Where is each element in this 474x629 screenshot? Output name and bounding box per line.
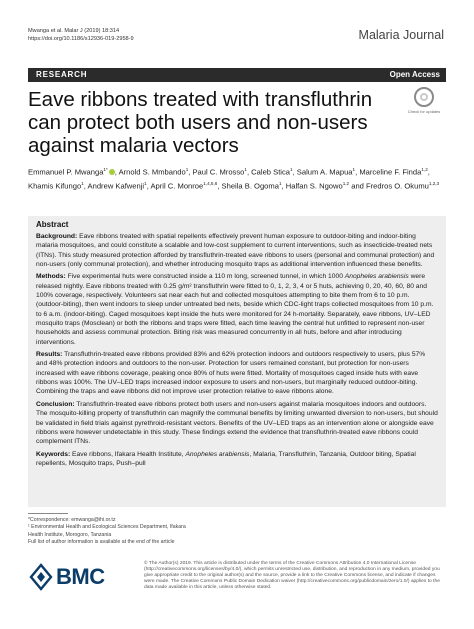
keywords-text: , Malaria, Transfluthrin, Tanzania, Outdoor biting, Spatial repellents, Mosquito traps, Push–pull — [36, 450, 416, 468]
abstract-results — [36, 350, 438, 396]
abstract-keywords — [36, 450, 438, 469]
affiliation-marker: 1* — [103, 167, 108, 172]
results-text: Transfluthrin-treated eave ribbons provided 83% and 62% protection indoors and outdoors respectively to users, plus 57% and 48% protection indoors and outdoors to the non-user. Protection for users remained constant, but protection for non-users increased with eave ribbons coverage, peaking once 80% of huts were fitted. Mortality of mosquitoes caged inside huts with eave ribbons was 100%. The UV–LED traps increased indoor exposure to users and non-users, but marginally reduced outdoor-biting. Combining the traps and eave ribbons did not improve user protection relative to eave ribbons alone. — [36, 351, 426, 396]
update-icon — [414, 87, 434, 107]
author-name: and Fredros O. Okumu — [349, 181, 429, 191]
author-name: Emmanuel P. Mwanga — [28, 167, 104, 177]
author-info-note: Full list of author information is available at the end of the article — [28, 538, 175, 545]
author-name: , Arnold S. Mmbando — [114, 167, 186, 177]
conclusion-text: Transfluthrin-treated eave ribbons protect both users and non-users against malaria mosquitoes indoors and outdoors. The mosquito-killing property of transfluthrin can magnify the communal benefits by limiting unwanted diversion to non-users, but should be validated in field trials against pyrethroid-resistant vectors. Benefits of the UV–LED traps as an intervention alone or alongside eave ribbons were however undetectable in this study. These findings extend the evidence that transfluthrin-treated eave ribbons could complement ITNs. — [36, 400, 438, 446]
affiliation-marker: 1 — [185, 167, 189, 172]
author-name: , April C. Monroe — [146, 181, 204, 191]
author-name: , Salum A. Mapua — [292, 167, 353, 177]
abstract-heading: Abstract — [36, 220, 69, 229]
check-for-updates-badge[interactable] — [402, 87, 446, 114]
section-banner — [28, 68, 446, 82]
section-label: RESEARCH — [36, 70, 88, 79]
background-label: Background: — [36, 233, 78, 240]
affiliation-marker: 1,2 — [342, 180, 350, 186]
affiliation-marker: 1 — [290, 167, 293, 172]
footnotes — [28, 517, 228, 546]
author-list — [28, 164, 448, 191]
journal-name: Malaria Journal — [358, 28, 444, 42]
affiliation-marker: 1 — [244, 167, 247, 172]
abstract-conclusion — [36, 400, 438, 446]
affiliation-marker: 1 — [144, 180, 147, 186]
citation-line: Mwanga et al. Malar J (2019) 18:314 — [28, 28, 120, 34]
doi-link[interactable]: https://doi.org/10.1186/s12936-019-2958-9 — [28, 36, 134, 42]
affiliation-marker: 1 — [352, 167, 356, 172]
affiliation-marker: 1 — [81, 180, 84, 186]
bmc-wordmark: BMC — [56, 564, 105, 589]
author-name: , Sheila B. Ogoma — [217, 181, 279, 191]
species-name: Anopheles arabiensis — [344, 273, 409, 281]
updates-label: Check for updates — [407, 109, 441, 114]
keywords-text: Eave ribbons, Ifakara Health Institute, — [70, 450, 186, 458]
background-text: Eave ribbons treated with spatial repellents effectively prevent human exposure to outdoor-biting and indoor-biting malaria mosquitoes, and could constitute a scalable and low-cost supplement to current interventions, such as insecticide-treated nets (ITNs). This study measured protection afforded by transfluthrin-treated eave ribbons to users (personal and communal protection) and non-users (only communal protection), and whether introducing mosquito traps as additional intervention influenced these benefits. — [36, 233, 435, 268]
results-label: Results: — [36, 351, 63, 359]
correspondence-email[interactable]: *Correspondence: emwanga@ihi.or.tz — [28, 517, 116, 523]
author-name: , Khamis Kifungo — [28, 167, 430, 191]
author-name: , Andrew Kafwenji — [83, 181, 145, 191]
open-access-label: Open Access — [389, 70, 440, 79]
article-title: Eave ribbons treated with transfluthrin can protect both users and non-users against malaria vectors — [28, 88, 373, 157]
affiliation-line: ¹ Environmental Health and Ecological Sciences Department, Ifakara — [28, 524, 186, 531]
license-text: © The Author(s) 2019. This article is distributed under the terms of the Creative Commons Attribution 4.0 International License (http://creativecommons.org/licenses/by/4.0/), which permits unrestricted use, distribution, and reproduction in any medium, provided you give appropriate credit to the original author(s) and the source, provide a link to the Creative Commons license, and indicate if changes were made. The Creative Commons Public Domain Dedication waiver (http://creativecommons.org/publicdomain/zero/1.0/) applies to the data made available in this article, unless otherwise stated. — [144, 561, 440, 590]
conclusion-label: Conclusion: — [36, 400, 75, 408]
abstract-background — [36, 232, 438, 269]
species-name: Anopheles arabiensis — [185, 450, 250, 458]
author-name: , Paul C. Mrosso — [188, 167, 245, 177]
methods-text: were released nightly. Eave ribbons treated with 0.25 g/m² transfluthrin were fitted to 0, 1, 2, 3, 4 or 5 huts, achieving 0, 20, 40, 60, 80 and 100% coverage, respectively. Volunteers sat near each hut and collected mosquitoes attempting to bite them from 6 to 10 p.m. (outdoor-biting), then went indoors to sleep under untreated bed nets, beside which CDC-light traps collected mosquitoes from 10 p.m. to 6 a.m. (indoor-biting). Caged mosquitoes kept inside the huts were monitored for 24 h-mortality. Separately, eave ribbons, UV–LED mosquito traps (Mosclean) or both the ribbons and traps were fitted, each time leaving the central hut unfitted to represent non-user households and assess communal protection. Biting risk was measured concurrently in all huts, before and after introducing interventions. — [36, 273, 434, 346]
affiliation-marker: 1,2,3 — [428, 180, 440, 186]
affiliation-marker: 1,4,5,6 — [203, 180, 218, 186]
keywords-label: Keywords: — [36, 450, 71, 458]
bmc-mark-icon — [28, 562, 54, 592]
affiliation-line: Health Institute, Morogoro, Tanzania — [28, 531, 112, 538]
methods-label: Methods: — [36, 273, 66, 281]
affiliation-marker: 1 — [278, 180, 282, 186]
abstract-methods — [36, 272, 438, 346]
article-citation — [28, 27, 134, 43]
author-name: , Halfan S. Ngowo — [281, 181, 343, 191]
footnote-divider — [28, 513, 68, 514]
abstract-box — [28, 216, 446, 507]
bmc-logo[interactable] — [28, 562, 128, 592]
affiliation-marker: 1,2 — [421, 167, 428, 172]
methods-text: Five experimental huts were constructed inside a 110 m long, screened tunnel, in which 1000 — [65, 273, 345, 281]
author-name: , Marceline F. Finda — [355, 167, 422, 177]
author-name: , Caleb Stica — [246, 167, 291, 177]
